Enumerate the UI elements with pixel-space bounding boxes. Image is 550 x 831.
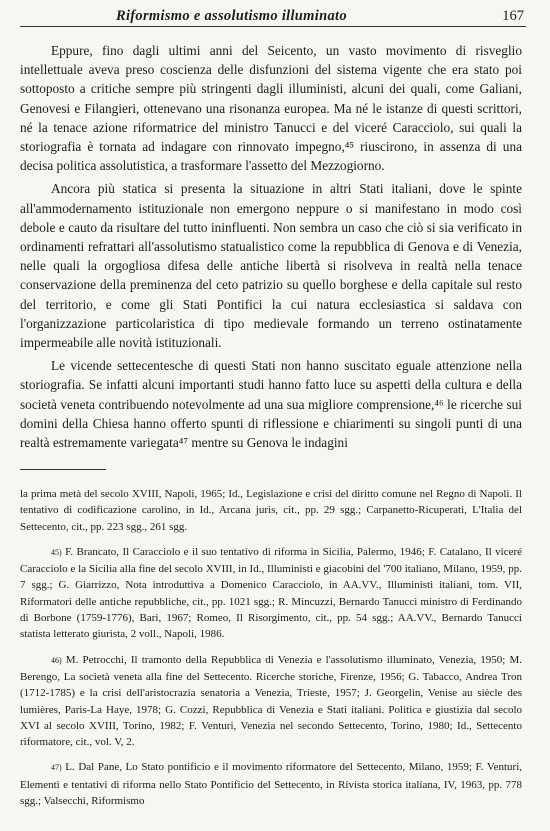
- footnote-continuation: la prima metà del secolo XVIII, Napoli, 1965; Id., Legislazione e crisi del diritto comune nel Regno di Napoli. Il tentativo di codificazione carolino, in Id., Arcana juris, cit., pp. 29 sgg.; Carpanetto-Ricuperati, L'Italia del Settecento, cit., pp. 223 sgg., 261 sgg.: [20, 488, 522, 533]
- footnote-number: 45): [51, 547, 62, 557]
- footnote-text: F. Brancato, Il Caracciolo e il suo tentativo di riforma in Sicilia, Palermo, 1946; F. Catalano, Il viceré Caracciolo e la Sicilia alla fine del secolo XVIII, in Id., Illuministi e giacobini del '700 italiano, Milano, 1959, pp. 7 sgg.; G. Giarrizzo, Nota introduttiva a Domenico Caracciolo, in AA.VV., Illuministi italiani, tom. VII, Riformatori delle antiche repubbliche, cit., pp. 1021 sgg.; R. Mincuzzi, Bernardo Tanucci ministro di Ferdinando di Borbone (1759-1776), Bari, 1967; Romeo, Il Risorgimento, cit., pp. 54 sgg.; AA.VV., Bernardo Tanucci statista letterato giurista, 2 voll., Napoli, 1986.: [20, 545, 523, 641]
- body-paragraph: Le vicende settecentesche di questi Stati non hanno suscitato eguale attenzione nella storiografia. Se infatti alcuni importanti studi hanno fatto luce su aspetti della cultura e della società veneta contribuendo notevolmente ad una sua migliore comprensione,⁴⁶ le ricerche sui domini della Chiesa hanno offerto spunti di riflessione e chiarimenti su singoli punti di una realtà estremamente variegata⁴⁷ mentre su Genova le indagini: [20, 358, 522, 451]
- footnotes: [20, 486, 522, 818]
- page-number: 167: [502, 8, 524, 24]
- page-header: [20, 6, 526, 27]
- footnote-number: 47): [51, 763, 62, 773]
- footnote-number: 46): [51, 655, 62, 665]
- body-paragraph: Ancora più statica si presenta la situazione in altri Stati italiani, dove le spinte all'ammodernamento istituzionale non emergono neppure o si manifestano in modo così debole e cauto da risultare del tutto ininfluenti. Non sembra un caso che ciò si sia verificato in ordinamenti refrattari all'assolutismo statualistico come la repubblica di Genova e di Venezia, nelle quali la orgogliosa difesa delle antiche libertà si risolveva in realtà nella tenace conservazione della preminenza del ceto patrizio su quello borghese e della capitale sul resto del territorio, e come gli Stati Pontifici la cui natura ecclesiastica si saldava con l'organizzazione particolaristica di tipo medievale formando un terreno ostinatamente impermeabile alle novità istituzionali.: [20, 181, 522, 351]
- footnote-separator: [20, 469, 106, 470]
- footnote-text: M. Petrocchi, Il tramonto della Repubblica di Venezia e l'assolutismo illuminato, Venezia, 1950; M. Berengo, La società veneta alla fine del Settecento. Ricerche storiche, Firenze, 1956; G. Tabacco, Andrea Tron (1712-1785) e la crisi dell'aristocrazia senatoria a Venezia, Trieste, 1957; J. Georgelin, Venise au siècle des lumières, Paris-La Haye, 1978; G. Cozzi, Repubblica di Venezia e Stati italiani. Politica e giustizia dal secolo XVI al secolo XVIII, Torino, 1982; F. Venturi, Venezia nel secondo Settecento, Torino, 1980; Id., Settecento riformatore, cit., vol. V, 2.: [20, 653, 523, 749]
- footnote-47: [20, 759, 522, 809]
- footnote-text: L. Dal Pane, Lo Stato pontificio e il movimento riformatore del Settecento, Milano, 1959; F. Venturi, Elementi e tentativi di riforma nello Stato Pontificio del Settecento, in Rivista storica italiana, IV, 1963, pp. 778 sgg.; Valsecchi, Riformismo: [20, 761, 523, 808]
- running-title: Riformismo e assolutismo illuminato: [116, 8, 347, 24]
- body-text: [20, 41, 522, 456]
- body-paragraph: Eppure, fino dagli ultimi anni del Seicento, un vasto movimento di risveglio intellettuale aveva preso coscienza delle disfunzioni del sistema vigente che era stato poi sottoposto a critiche sempre più stringenti dagli illuministi, alcuni dei quali, come Galiani, Genovesi e Filangieri, ottenevano una risonanza europea. Ma né le istanze di questi scrittori, né la tenace azione riformatrice del ministro Tanucci e del viceré Caracciolo, sui quali la storiografia è tornata ad indagare con rinnovato impegno,⁴⁵ riuscirono, in assenza di una decisa politica assolutistica, a trasformare l'assetto del Mezzogiorno.: [20, 43, 522, 174]
- footnote-45: [20, 544, 522, 643]
- footnote-46: [20, 652, 522, 751]
